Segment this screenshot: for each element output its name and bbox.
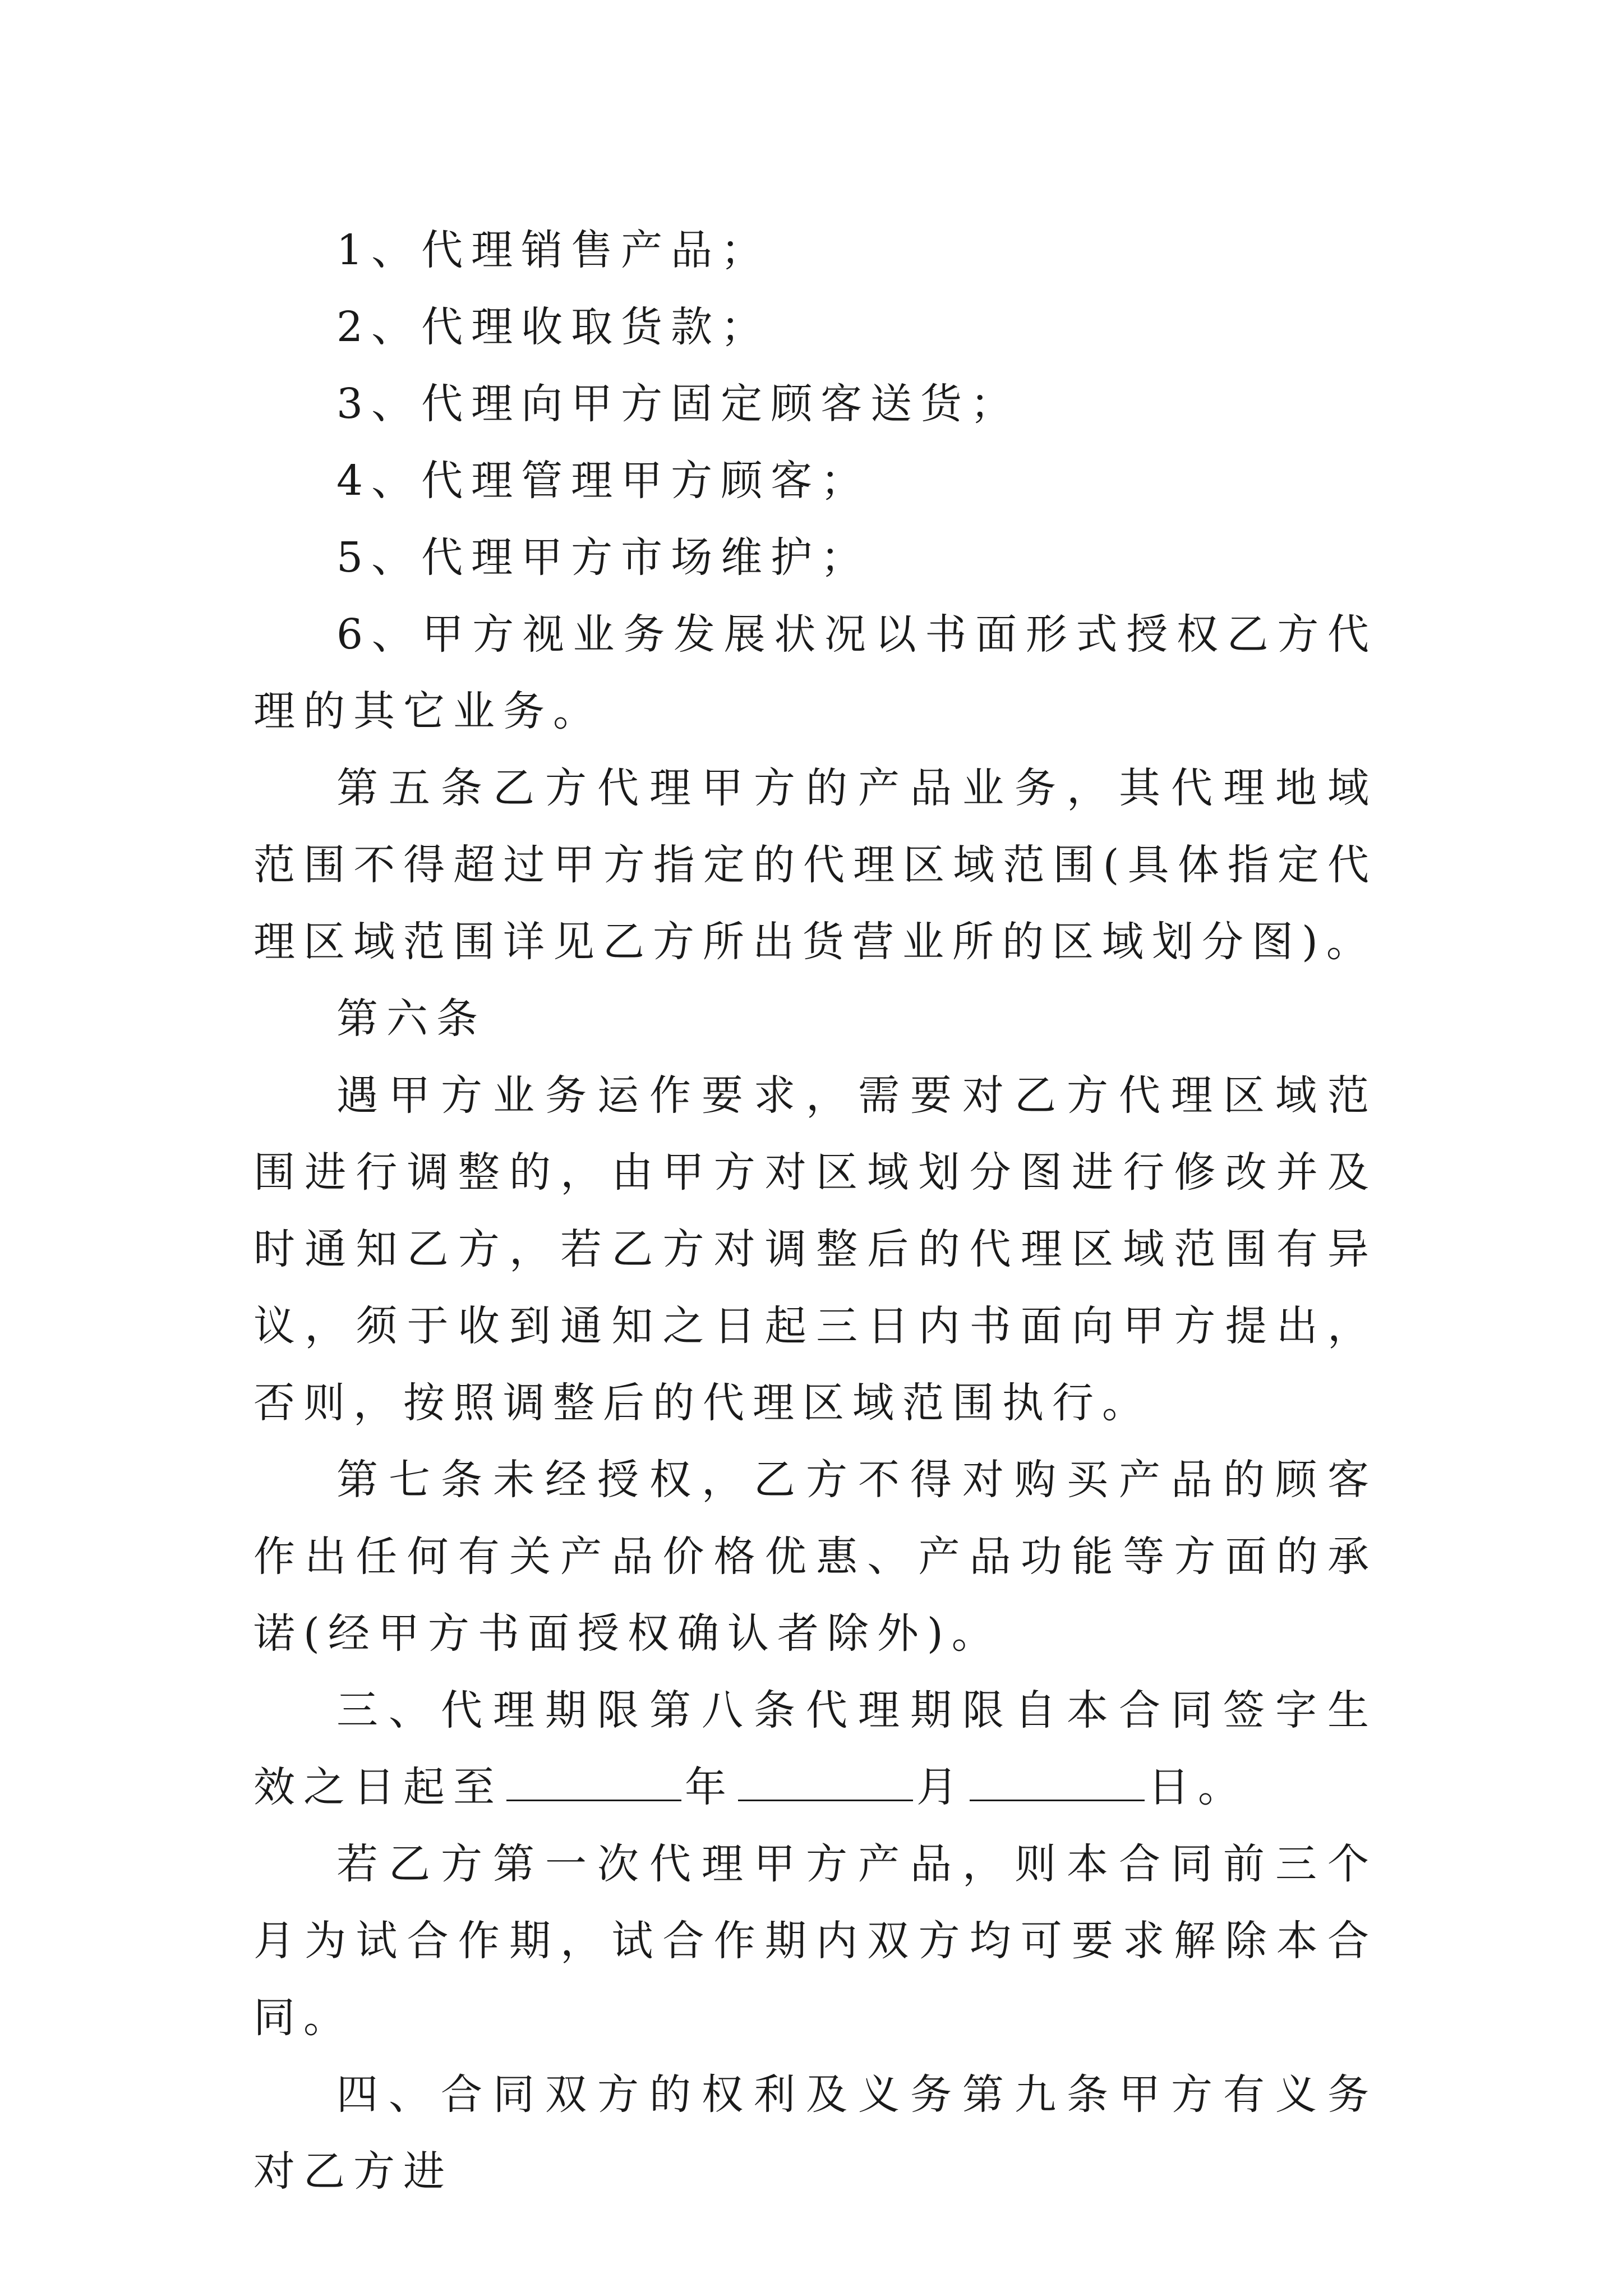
paragraph-article-5: 第五条乙方代理甲方的产品业务，其代理地域范围不得超过甲方指定的代理区域范围(具体指定代理区域范围详见乙方所出货营业所的区域划分图)。 [253,764,1377,966]
paragraph-item-4: 4、代理管理甲方顾客； [336,457,871,505]
year-blank-line [506,1761,681,1801]
paragraph-article-8 [253,1672,1377,1826]
paragraph-article-6-body: 遇甲方业务运作要求，需要对乙方代理区域范围进行调整的，由甲方对区域划分图进行修改并及时通知乙方，若乙方对调整后的代理区域范围有异议，须于收到通知之日起三日内书面向甲方提出，否则，按照调整后的代理区域范围执行。 [253,1071,1377,1427]
month-blank-line [738,1761,913,1801]
term-clause-year: 年 [685,1763,735,1811]
paragraph-item-5: 5、代理甲方市场维护； [336,533,871,582]
term-clause-month: 月 [916,1763,966,1811]
term-clause-day: 日。 [1148,1763,1248,1811]
paragraph-item-2: 2、代理收取货款； [336,303,771,351]
paragraph-article-7: 第七条未经授权，乙方不得对购买产品的顾客作出任何有关产品价格优惠、产品功能等方面的承诺(经甲方书面授权确认者除外)。 [253,1456,1377,1658]
paragraph-trial-period: 若乙方第一次代理甲方产品，则本合同前三个月为试合作期，试合作期内双方均可要求解除本合同。 [253,1840,1377,2042]
paragraph-item-1: 1、代理销售产品； [336,226,771,274]
paragraph-rights-obligations: 四、合同双方的权利及义务第九条甲方有义务对乙方进 [253,2070,1377,2196]
day-blank-line [970,1761,1145,1801]
term-clause-lead: 三、代理期限第八条代理期限自本合同签字生效之日起至 [253,1686,1377,1811]
document-body [253,212,1377,2210]
paragraph-item-3: 3、代理向甲方固定顾客送货； [336,380,1021,428]
paragraph-article-6-heading: 第六条 [336,995,486,1043]
paragraph-item-6: 6、甲方视业务发展状况以书面形式授权乙方代理的其它业务。 [253,610,1377,735]
